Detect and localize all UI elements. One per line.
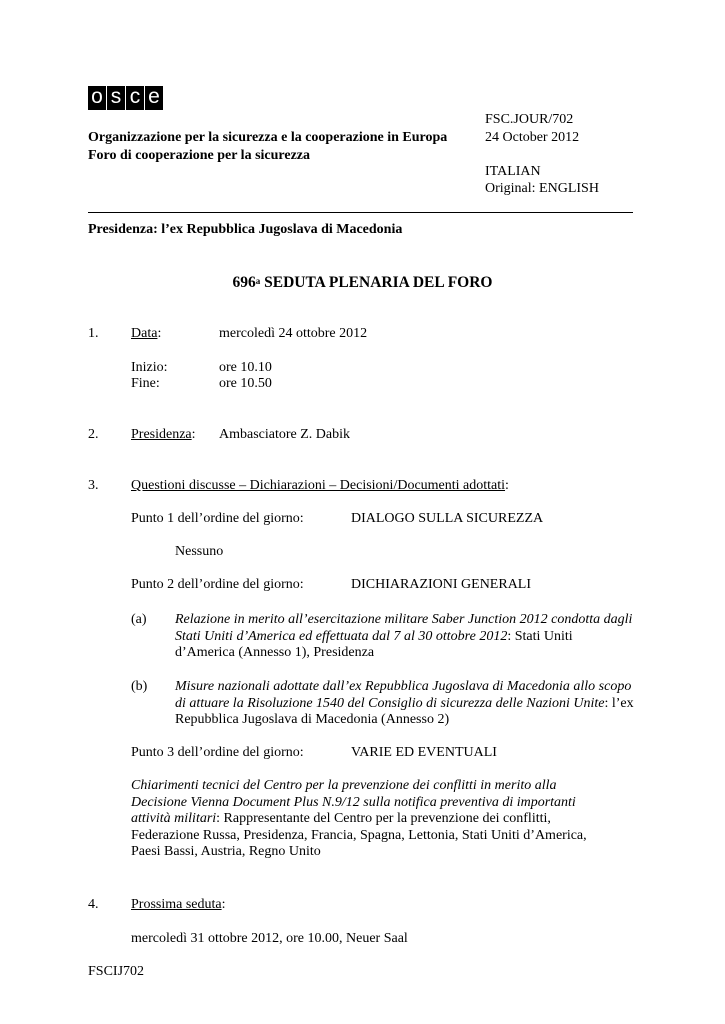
agenda-point-1-none: Nessuno: [175, 544, 224, 559]
sub-item-marker: (a): [131, 612, 147, 627]
presidency-value: Ambasciatore Z. Dabik: [219, 427, 351, 442]
agenda-point-3-text: Chiarimenti tecnici del Centro per la prevenzione dei conflitti in merito alla Decisione Vienna Document Plus N.9/12 sulla notifica preventiva di importanti attività militari: Rappresentante del Centro per la prevenzione dei conflitti, Federazione Russa, Presidenza, Francia, Spagna, Lettonia, Stati Uniti d’America, Paesi Bassi, Austria, Regno Unito: [131, 778, 587, 859]
date-label: Data:: [131, 326, 162, 341]
start-value: ore 10.10: [219, 360, 272, 375]
agenda-point-2-value: DICHIARAZIONI GENERALI: [351, 577, 532, 592]
logo-letter: s: [107, 86, 125, 110]
date-value: mercoledì 24 ottobre 2012: [219, 326, 368, 341]
item-number: 4.: [88, 897, 99, 912]
presidency-line: Presidenza: l’ex Repubblica Jugoslava di Macedonia: [88, 222, 403, 237]
page-title: 696$^a$ SEDUTA PLENARIA DEL FORO: [232, 274, 493, 291]
doc-original: Original: ENGLISH: [485, 181, 599, 196]
agenda-point-3-label: Punto 3 dell’ordine del giorno:: [131, 745, 304, 760]
sub-item-marker: (b): [131, 679, 148, 694]
osce-logo: [88, 86, 163, 110]
header-rule: [88, 212, 633, 213]
forum-name: Foro di cooperazione per la sicurezza: [88, 148, 311, 163]
sub-item-b-text: Misure nazionali adottate dall’ex Repubblica Jugoslava di Macedonia allo scopo di attuare la Risoluzione 1540 del Consiglio di sicurezza delle Nazioni Unite: l’ex Repubblica Jugoslava di Macedonia (Annesso 2): [175, 679, 634, 727]
presidency-label: Presidenza:: [131, 427, 196, 442]
agenda-point-3-value: VARIE ED EVENTUALI: [351, 745, 497, 760]
footer-code: FSCIJ702: [88, 964, 145, 979]
end-label: Fine:: [131, 376, 160, 391]
next-meeting-label: Prossima seduta:: [131, 897, 226, 912]
item-number: 1.: [88, 326, 99, 341]
start-label: Inizio:: [131, 360, 168, 375]
doc-ref: FSC.JOUR/702: [485, 112, 574, 127]
doc-date: 24 October 2012: [485, 130, 580, 145]
item-number: 3.: [88, 478, 99, 493]
sub-item-a-text: Relazione in merito all’esercitazione militare Saber Junction 2012 condotta dagli Stati Uniti d’America ed effettuata dal 7 al 30 ottobre 2012: Stati Uniti d’America (Annesso 1), Presidenza: [175, 612, 633, 660]
logo-letter: e: [145, 86, 163, 110]
doc-language: ITALIAN: [485, 164, 541, 179]
agenda-point-2-label: Punto 2 dell’ordine del giorno:: [131, 577, 304, 592]
next-meeting-value: mercoledì 31 ottobre 2012, ore 10.00, Neuer Saal: [131, 931, 408, 946]
item-number: 2.: [88, 427, 99, 442]
org-name: Organizzazione per la sicurezza e la cooperazione in Europa: [88, 130, 448, 145]
agenda-point-1-label: Punto 1 dell’ordine del giorno:: [131, 511, 304, 526]
logo-letter: o: [88, 86, 106, 110]
topics-label: Questioni discusse – Dichiarazioni – Decisioni/Documenti adottati:: [131, 478, 509, 493]
agenda-point-1-value: DIALOGO SULLA SICUREZZA: [351, 511, 544, 526]
logo-letter: c: [126, 86, 144, 110]
end-value: ore 10.50: [219, 376, 272, 391]
